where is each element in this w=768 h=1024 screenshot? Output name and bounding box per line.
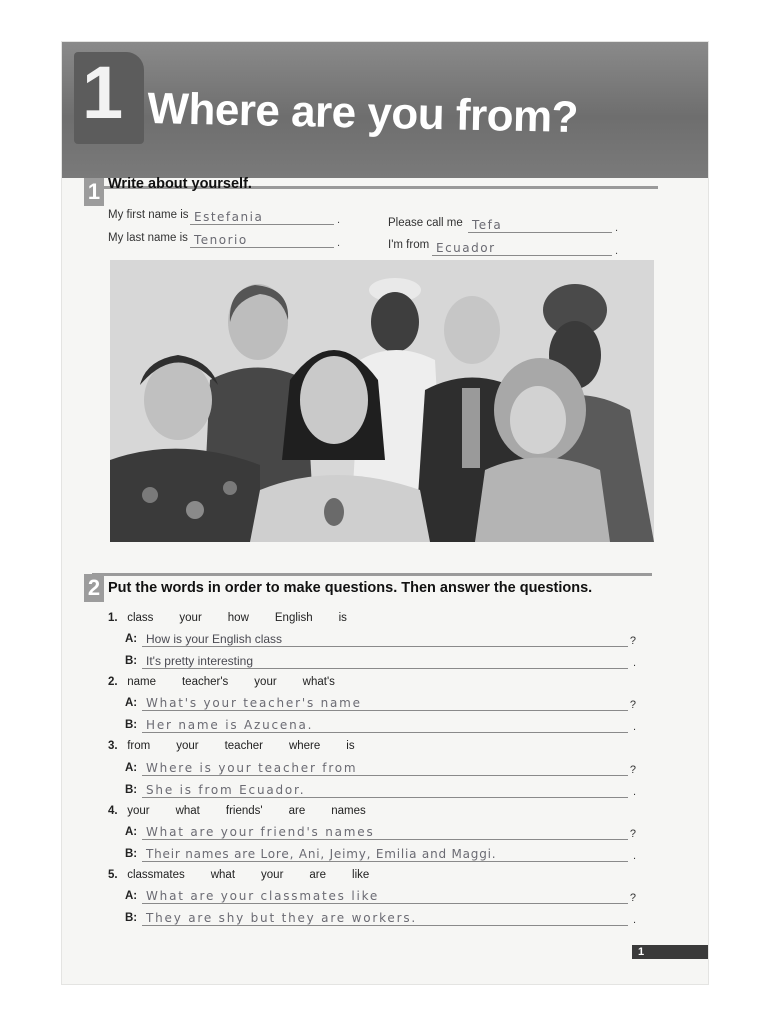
answer-5b-field[interactable]: They are shy but they are workers. .: [142, 909, 628, 926]
first-name-label: My first name is: [108, 209, 189, 221]
section-2-number: 2: [84, 574, 104, 602]
answer-4b-field[interactable]: Their names are Lore, Ani, Jeimy, Emilia and Maggi. .: [142, 845, 628, 862]
answer-5a-label: A:: [125, 890, 138, 902]
answer-1a-text: How is your English class: [146, 632, 283, 646]
call-me-field[interactable]: Tefa .: [468, 216, 612, 233]
answer-3a-text: Where is your teacher from: [146, 761, 358, 775]
answer-1b-label: B:: [125, 655, 138, 667]
answer-5b-text: They are shy but they are workers.: [146, 911, 417, 925]
unit-number: 1: [82, 51, 124, 134]
from-label: I'm from: [388, 239, 430, 251]
answer-3a-field[interactable]: Where is your teacher from ?: [142, 759, 628, 776]
call-me-label: Please call me: [388, 217, 463, 229]
answer-2b-text: Her name is Azucena.: [146, 718, 314, 732]
section-1-number: 1: [84, 178, 104, 206]
last-name-value: Tenorio: [194, 233, 248, 247]
last-name-field[interactable]: Tenorio .: [190, 231, 334, 248]
answer-5b-label: B:: [125, 912, 138, 924]
section-1-title: Write about yourself.: [108, 176, 252, 192]
from-field[interactable]: Ecuador .: [432, 239, 612, 256]
first-name-value: Estefania: [194, 210, 264, 224]
answer-2b-label: B:: [125, 719, 138, 731]
answer-5a-text: What are your classmates like: [146, 889, 380, 903]
answer-1b-field[interactable]: It's pretty interesting .: [142, 652, 628, 669]
page-number: 1: [638, 946, 645, 958]
page-number-bar: [632, 945, 708, 959]
unit-title: Where are you from?: [146, 84, 579, 143]
section-2-title: Put the words in order to make questions. Then answer the questions.: [108, 580, 593, 596]
first-name-field[interactable]: Estefania .: [190, 208, 334, 225]
answer-1b-text: It's pretty interesting: [146, 654, 254, 668]
answer-2a-text: What's your teacher's name: [146, 696, 362, 710]
from-value: Ecuador: [436, 241, 496, 255]
answer-3b-label: B:: [125, 784, 138, 796]
question-4-words: 4. your what friends' are names: [108, 805, 366, 817]
unit-banner: [62, 42, 708, 178]
people-illustration: [110, 260, 654, 542]
last-name-label: My last name is: [108, 232, 188, 244]
answer-3a-label: A:: [125, 762, 138, 774]
question-2-words: 2. name teacher's your what's: [108, 676, 335, 688]
call-me-value: Tefa: [472, 218, 503, 232]
answer-2a-label: A:: [125, 697, 138, 709]
answer-4a-text: What are your friend's names: [146, 825, 375, 839]
question-5-words: 5. classmates what your are like: [108, 869, 370, 881]
question-3-words: 3. from your teacher where is: [108, 740, 355, 752]
answer-4b-text: Their names are Lore, Ani, Jeimy, Emilia and Maggi.: [146, 847, 497, 861]
answer-5a-field[interactable]: What are your classmates like ?: [142, 887, 628, 904]
workbook-page: [62, 42, 708, 984]
answer-1a-label: A:: [125, 633, 138, 645]
answer-3b-text: She is from Ecuador.: [146, 783, 306, 797]
answer-2b-field[interactable]: Her name is Azucena. .: [142, 716, 628, 733]
answer-4a-field[interactable]: What are your friend's names ?: [142, 823, 628, 840]
question-1-words: 1. class your how English is: [108, 612, 347, 624]
answer-4a-label: A:: [125, 826, 138, 838]
section-2-rule: [92, 573, 652, 576]
answer-1a-field[interactable]: How is your English class ?: [142, 630, 628, 647]
people-photo: [110, 260, 654, 542]
answer-3b-field[interactable]: She is from Ecuador. .: [142, 781, 628, 798]
answer-2a-field[interactable]: What's your teacher's name ?: [142, 694, 628, 711]
answer-4b-label: B:: [125, 848, 138, 860]
